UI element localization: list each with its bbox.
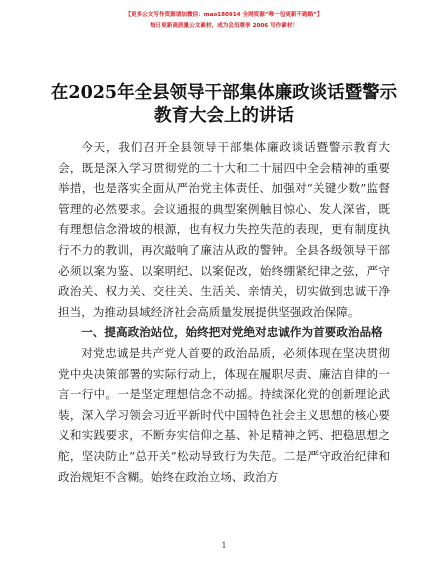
body-paragraph: 对党忠诚是共产党人首要的政治品质，必须体现在坚决贯彻党中央决策部署的实际行动上，体现在履职尽责、廉洁自律的一言一行中。一是坚定理想信念不动摇。持续深化党的创新理论武装，深入学习领会习近平新时代中国特色社会主义思想的核心要义和实践要求，不断夯实信仰之基、补足精神之钙、把稳思想之舵，坚决防止“总开关”松动导致行为失范。二是严守政治纪律和政治规矩不含糊。始终在政治立场、政治方 bbox=[58, 345, 390, 484]
ad-line-1: 【更多公文写作资源请加微信：mao180914 全网资源“唯一包更新不跑路”】 bbox=[125, 12, 323, 18]
body-paragraph: 今天，我们召开全县领导干部集体廉政谈话暨警示教育大会，既是深入学习贯彻党的二十大和二十届四中全会精神的重要举措，也是落实全面从严治党主体责任、加强对“关键少数”监督管理的必然要求。会议通报的典型案例触目惊心、发人深省，既有理想信念滑坡的根源，也有权力失控失范的表现，更有制度执行不力的教训，再次敲响了廉洁从政的警钟。全县各级领导干部必须以案为鉴、以案明纪、以案促改，始终绷紧纪律之弦，严守政治关、权力关、交往关、生活关、亲情关，切实做到忠诚干净担当，为推动县域经济社会高质量发展提供坚强政治保障。 bbox=[58, 140, 390, 319]
ad-line-2: 每日更新高质量公文素材，成为会员尊享 2006 写作素材！ bbox=[149, 23, 299, 29]
document-title: 在2025年全县领导干部集体廉政谈话暨警示教育大会上的讲话 bbox=[50, 83, 398, 126]
page-number: 1 bbox=[221, 541, 227, 550]
document-body bbox=[58, 137, 390, 487]
header-banner bbox=[0, 10, 448, 32]
section-heading: 一、提高政治站位，始终把对党绝对忠诚作为首要政治品格 bbox=[81, 325, 383, 340]
